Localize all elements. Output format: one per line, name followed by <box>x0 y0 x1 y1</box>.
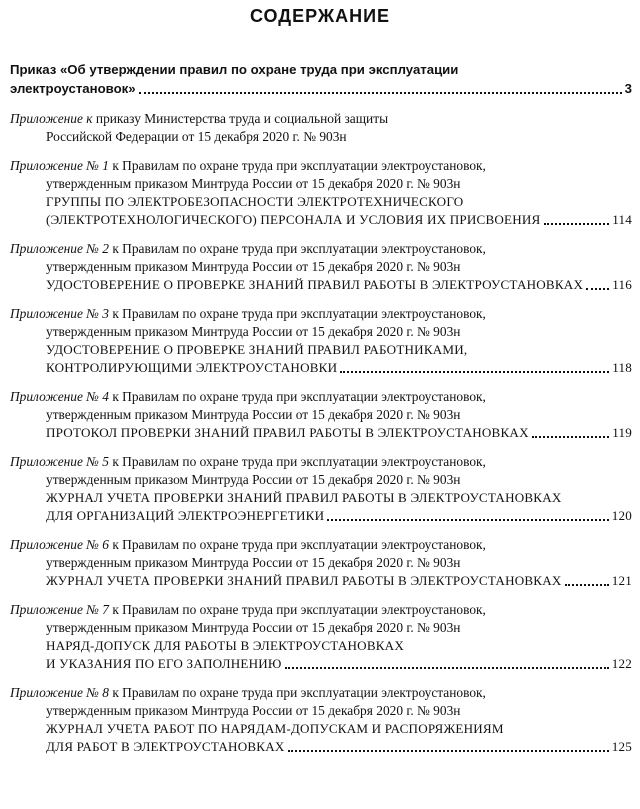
appendix-title-line: ЖУРНАЛ УЧЕТА РАБОТ ПО НАРЯДАМ-ДОПУСКАМ И РАСПОРЯЖЕНИЯМ <box>46 721 504 736</box>
appendix-rules-text: к Правилам по охране труда при эксплуатации электроустановок, <box>112 454 486 469</box>
appendix-title-text: ДЛЯ ОРГАНИЗАЦИЙ ЭЛЕКТРОЭНЕРГЕТИКИ <box>46 508 325 523</box>
toc-entry-appendix-4[interactable] <box>10 388 632 442</box>
appendix-label: Приложение № 5 <box>10 454 109 469</box>
table-of-contents <box>10 60 632 756</box>
toc-entry-order[interactable] <box>10 60 632 98</box>
annex-intro-label: Приложение к <box>10 111 93 126</box>
dot-leader <box>139 92 622 94</box>
appendix-rules-text: к Правилам по охране труда при эксплуатации электроустановок, <box>112 602 486 617</box>
appendix-title-text: ПРОТОКОЛ ПРОВЕРКИ ЗНАНИЙ ПРАВИЛ РАБОТЫ В ЭЛЕКТРОУСТАНОВКАХ <box>46 425 529 440</box>
appendix-rules-text: к Правилам по охране труда при эксплуатации электроустановок, <box>112 537 486 552</box>
toc-entry-appendix-1[interactable] <box>10 157 632 229</box>
appendix-title-last-line <box>10 424 632 442</box>
appendix-title-last-line <box>10 738 632 756</box>
toc-page-number: 120 <box>611 508 632 523</box>
appendix-title-last-line <box>10 211 632 229</box>
appendix-header-line <box>10 684 632 702</box>
appendix-approved-text: утвержденным приказом Минтруда России от 15 декабря 2020 г. № 903н <box>46 555 461 570</box>
appendix-label: Приложение № 3 <box>10 306 109 321</box>
toc-page-number: 3 <box>624 81 632 96</box>
appendix-title-text: (ЭЛЕКТРОТЕХНОЛОГИЧЕСКОГО) ПЕРСОНАЛА И УСЛОВИЯ ИХ ПРИСВОЕНИЯ <box>46 212 541 227</box>
appendix-header-line <box>10 453 632 471</box>
appendix-title-last-line <box>10 276 632 294</box>
toc-entry-appendix-6[interactable] <box>10 536 632 590</box>
appendix-header-line <box>10 601 632 619</box>
appendix-label: Приложение № 4 <box>10 389 109 404</box>
appendix-header-line <box>10 305 632 323</box>
toc-page-number: 121 <box>611 573 632 588</box>
annex-intro-line1 <box>10 110 632 128</box>
appendix-rules-text: к Правилам по охране труда при эксплуатации электроустановок, <box>112 306 486 321</box>
toc-entry-order-line2 <box>10 79 632 98</box>
appendix-label: Приложение № 8 <box>10 685 109 700</box>
toc-entry-annex-intro[interactable] <box>10 110 632 146</box>
dot-leader <box>532 436 609 438</box>
toc-page-number: 118 <box>612 360 632 375</box>
toc-page-number: 119 <box>612 425 632 440</box>
appendix-title-last-line <box>10 655 632 673</box>
toc-page-number: 116 <box>612 277 632 292</box>
appendix-header-line <box>10 536 632 554</box>
appendix-rules-text: к Правилам по охране труда при эксплуатации электроустановок, <box>112 389 486 404</box>
appendix-title-text: КОНТРОЛИРУЮЩИМИ ЭЛЕКТРОУСТАНОВКИ <box>46 360 338 375</box>
appendix-title-last-line <box>10 359 632 377</box>
annex-intro-text1: приказу Министерства труда и социальной защиты <box>95 111 389 126</box>
appendix-approved-text: утвержденным приказом Минтруда России от 15 декабря 2020 г. № 903н <box>46 620 461 635</box>
toc-entry-appendix-3[interactable] <box>10 305 632 377</box>
appendix-rules-text: к Правилам по охране труда при эксплуатации электроустановок, <box>112 158 486 173</box>
appendix-title-line: ГРУППЫ ПО ЭЛЕКТРОБЕЗОПАСНОСТИ ЭЛЕКТРОТЕХНИЧЕСКОГО <box>46 194 464 209</box>
appendix-rules-text: к Правилам по охране труда при эксплуатации электроустановок, <box>112 685 486 700</box>
dot-leader <box>285 667 609 669</box>
appendix-rules-text: к Правилам по охране труда при эксплуатации электроустановок, <box>112 241 486 256</box>
appendix-approved-text: утвержденным приказом Минтруда России от 15 декабря 2020 г. № 903н <box>46 407 461 422</box>
appendix-approved-text: утвержденным приказом Минтруда России от 15 декабря 2020 г. № 903н <box>46 259 461 274</box>
appendix-label: Приложение № 1 <box>10 158 109 173</box>
appendix-label: Приложение № 7 <box>10 602 109 617</box>
appendix-list <box>10 157 632 756</box>
annex-intro-text2: Российской Федерации от 15 декабря 2020 г. № 903н <box>46 129 347 144</box>
dot-leader <box>288 750 609 752</box>
appendix-title-last-line <box>10 507 632 525</box>
toc-entry-order-line1: Приказ «Об утверждении правил по охране труда при эксплуатации <box>10 62 459 77</box>
toc-entry-order-text: электроустановок» <box>10 81 136 96</box>
dot-leader <box>544 223 610 225</box>
appendix-title-text: ЖУРНАЛ УЧЕТА ПРОВЕРКИ ЗНАНИЙ ПРАВИЛ РАБОТЫ В ЭЛЕКТРОУСТАНОВКАХ <box>46 573 562 588</box>
appendix-title-last-line <box>10 572 632 590</box>
appendix-title-text: УДОСТОВЕРЕНИЕ О ПРОВЕРКЕ ЗНАНИЙ ПРАВИЛ РАБОТЫ В ЭЛЕКТРОУСТАНОВКАХ <box>46 277 584 292</box>
appendix-approved-text: утвержденным приказом Минтруда России от 15 декабря 2020 г. № 903н <box>46 703 461 718</box>
toc-page-number: 114 <box>612 212 632 227</box>
dot-leader <box>586 288 609 290</box>
appendix-label: Приложение № 2 <box>10 241 109 256</box>
appendix-header-line <box>10 157 632 175</box>
appendix-approved-text: утвержденным приказом Минтруда России от 15 декабря 2020 г. № 903н <box>46 324 461 339</box>
toc-page-number: 125 <box>611 739 632 754</box>
appendix-title-text: ДЛЯ РАБОТ В ЭЛЕКТРОУСТАНОВКАХ <box>46 739 285 754</box>
toc-entry-appendix-5[interactable] <box>10 453 632 525</box>
toc-entry-appendix-7[interactable] <box>10 601 632 673</box>
appendix-approved-text: утвержденным приказом Минтруда России от 15 декабря 2020 г. № 903н <box>46 176 461 191</box>
dot-leader <box>327 519 609 521</box>
toc-entry-appendix-2[interactable] <box>10 240 632 294</box>
toc-entry-appendix-8[interactable] <box>10 684 632 756</box>
toc-page-number: 122 <box>611 656 632 671</box>
dot-leader <box>565 584 609 586</box>
appendix-title-line: УДОСТОВЕРЕНИЕ О ПРОВЕРКЕ ЗНАНИЙ ПРАВИЛ РАБОТНИКАМИ, <box>46 342 468 357</box>
appendix-label: Приложение № 6 <box>10 537 109 552</box>
appendix-title-line: НАРЯД-ДОПУСК ДЛЯ РАБОТЫ В ЭЛЕКТРОУСТАНОВКАХ <box>46 638 404 653</box>
appendix-title-text: И УКАЗАНИЯ ПО ЕГО ЗАПОЛНЕНИЮ <box>46 656 282 671</box>
appendix-header-line <box>10 240 632 258</box>
appendix-header-line <box>10 388 632 406</box>
page-title: СОДЕРЖАНИЕ <box>249 6 391 26</box>
appendix-approved-text: утвержденным приказом Минтруда России от 15 декабря 2020 г. № 903н <box>46 472 461 487</box>
appendix-title-line: ЖУРНАЛ УЧЕТА ПРОВЕРКИ ЗНАНИЙ ПРАВИЛ РАБОТЫ В ЭЛЕКТРОУСТАНОВКАХ <box>46 490 562 505</box>
dot-leader <box>340 371 609 373</box>
